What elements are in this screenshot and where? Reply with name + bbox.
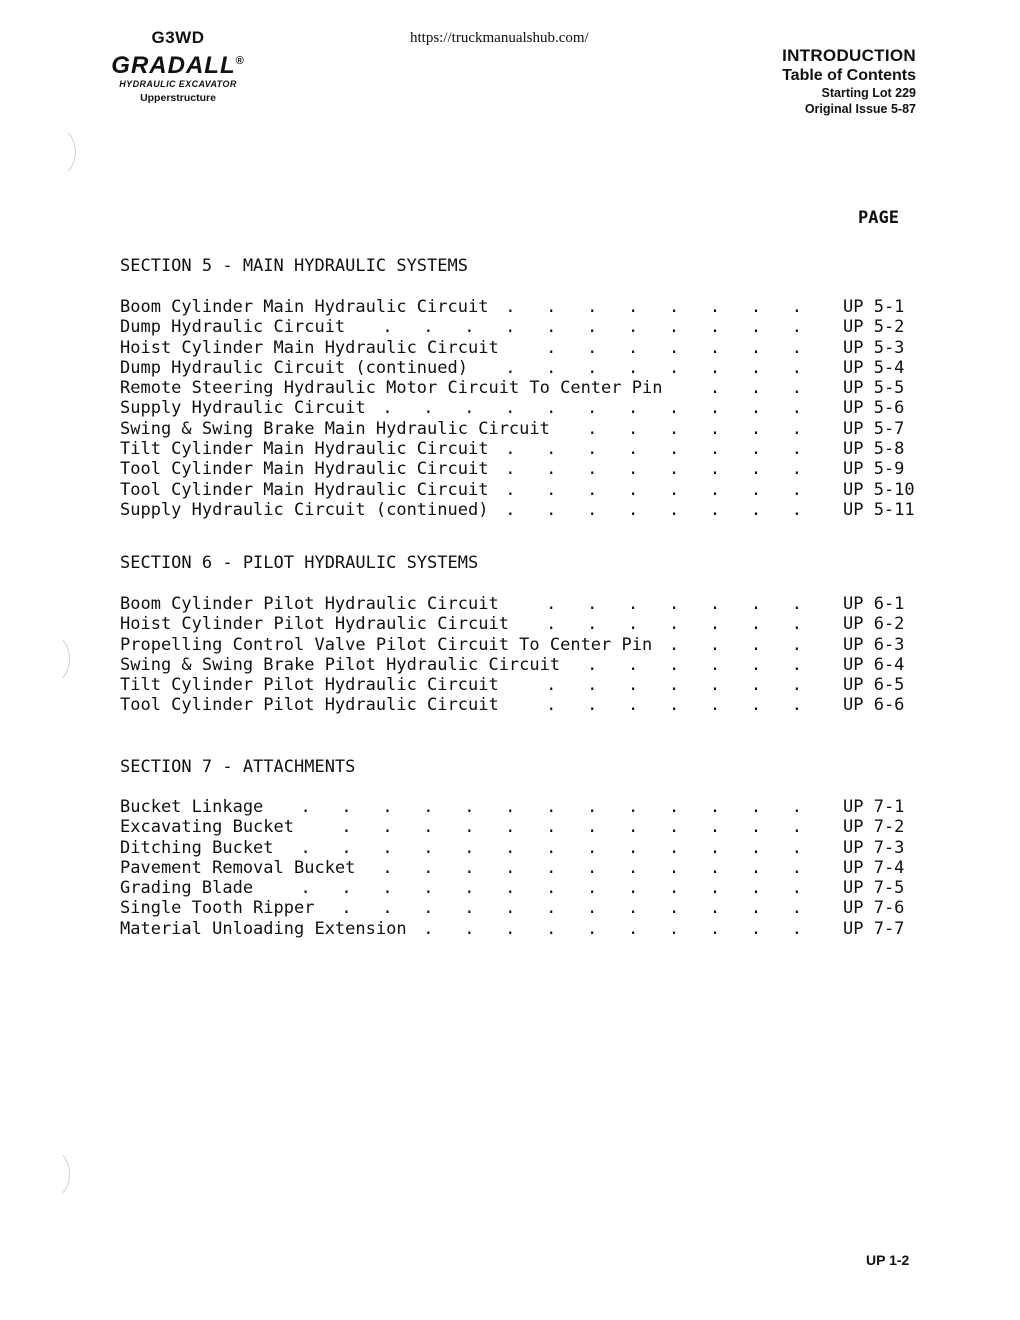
leader-dots: . . . . . . . .	[505, 357, 802, 378]
leader-dots: . . . . . . . .	[505, 499, 802, 520]
toc-entry-page: UP 7-1	[843, 797, 905, 817]
manual-section-name: Upperstructure	[140, 92, 216, 104]
toc-entry[interactable]	[120, 500, 920, 520]
toc-entry[interactable]	[120, 317, 920, 337]
section-heading: SECTION 5 - MAIN HYDRAULIC SYSTEMS	[120, 256, 468, 276]
chapter-title: INTRODUCTION	[782, 46, 916, 65]
page-number: UP 1-2	[866, 1252, 910, 1268]
toc-entry[interactable]	[120, 898, 920, 918]
starting-lot: Starting Lot 229	[821, 86, 916, 100]
toc-entry-title: Swing & Swing Brake Pilot Hydraulic Circuit	[120, 654, 561, 675]
toc-entry-title: Bucket Linkage	[120, 797, 264, 817]
section-heading: SECTION 7 - ATTACHMENTS	[120, 757, 356, 777]
toc-entry-page: UP 5-7	[843, 418, 905, 439]
source-url[interactable]: https://truckmanualshub.com/	[410, 30, 589, 46]
leader-dots: . . . . . . .	[546, 675, 802, 696]
toc-entry-page: UP 6-4	[843, 654, 905, 675]
toc-entry-page: UP 6-3	[843, 634, 905, 655]
leader-dots: . . . . . . . . . . .	[382, 317, 802, 338]
toc-entry[interactable]	[120, 459, 920, 479]
toc-entry-page: UP 5-4	[843, 357, 905, 378]
toc-entry-title: Tool Cylinder Main Hydraulic Circuit	[120, 459, 489, 480]
model-number: G3WD	[151, 28, 205, 47]
toc-entry[interactable]	[120, 480, 920, 500]
leader-dots: . . . . . . . . . . .	[382, 857, 802, 878]
toc-entry-title: Boom Cylinder Main Hydraulic Circuit	[120, 297, 489, 317]
toc-entry-page: UP 5-8	[843, 439, 905, 460]
toc-entry-page: UP 7-4	[843, 857, 905, 878]
issue-date: Original Issue 5-87	[804, 102, 916, 116]
toc-entry-title: Grading Blade	[120, 878, 254, 899]
page-column-heading: PAGE	[858, 208, 899, 228]
leader-dots: . . . . . . . . . .	[423, 918, 802, 939]
leader-dots: . . . . . . . .	[505, 479, 802, 500]
toc-entry-title: Excavating Bucket	[120, 817, 294, 838]
toc-entry-page: UP 6-2	[843, 614, 905, 635]
brand-subtitle: HYDRAULIC EXCAVATOR	[119, 79, 237, 89]
toc-entry-page: UP 5-10	[843, 479, 915, 500]
toc-entry-title: Propelling Control Valve Pilot Circuit To Center Pin	[120, 634, 653, 655]
toc-entry-page: UP 7-3	[843, 837, 905, 858]
toc-entry-title: Remote Steering Hydraulic Motor Circuit To Center Pin	[120, 378, 663, 399]
toc-entry-title: Tilt Cylinder Main Hydraulic Circuit	[120, 439, 489, 460]
toc-entry[interactable]	[120, 338, 920, 358]
registered-mark: ®	[235, 55, 245, 67]
leader-dots: . . . . . .	[587, 418, 802, 439]
leader-dots: . . . . . . . . . . . . .	[300, 878, 802, 899]
punch-hole-mark	[28, 633, 70, 685]
toc-entry-title: Tool Cylinder Pilot Hydraulic Circuit	[120, 695, 499, 716]
leader-dots: . . . . . . . . . . . .	[341, 817, 802, 838]
toc-entry-title: Ditching Bucket	[120, 837, 274, 858]
toc-entry-title: Pavement Removal Bucket	[120, 857, 356, 878]
toc-entry-page: UP 6-5	[843, 675, 905, 696]
toc-list	[120, 797, 920, 939]
toc-entry-title: Dump Hydraulic Circuit (continued)	[120, 357, 468, 378]
toc-entry-title: Tilt Cylinder Pilot Hydraulic Circuit	[120, 675, 499, 696]
toc-entry[interactable]	[120, 378, 920, 398]
leader-dots: . . . . . . . . . . . .	[341, 898, 802, 919]
toc-entry-title: Material Unloading Extension	[120, 918, 407, 939]
toc-entry[interactable]	[120, 675, 920, 695]
punch-hole-mark	[28, 1148, 70, 1200]
toc-entry-title: Supply Hydraulic Circuit	[120, 398, 366, 419]
brand-name: GRADALL	[111, 52, 236, 79]
toc-entry[interactable]	[120, 614, 920, 634]
toc-entry-page: UP 5-6	[843, 398, 905, 419]
toc-entry[interactable]	[120, 797, 920, 817]
header-left-block	[88, 28, 268, 104]
header-right-block	[782, 46, 916, 117]
toc-entry-title: Boom Cylinder Pilot Hydraulic Circuit	[120, 594, 499, 614]
leader-dots: . . . . . . .	[546, 614, 802, 635]
toc-entry-page: UP 5-1	[843, 297, 905, 317]
toc-entry[interactable]	[120, 919, 920, 939]
toc-entry[interactable]	[120, 635, 920, 655]
brand-logo	[88, 49, 268, 78]
toc-entry-page: UP 7-6	[843, 898, 905, 919]
toc-entry[interactable]	[120, 358, 920, 378]
leader-dots: . . . . . .	[587, 654, 802, 675]
toc-entry[interactable]	[120, 419, 920, 439]
punch-hole-mark	[28, 125, 76, 179]
toc-entry[interactable]	[120, 878, 920, 898]
toc-entry[interactable]	[120, 838, 920, 858]
toc-entry[interactable]	[120, 398, 920, 418]
toc-entry-page: UP 5-3	[843, 337, 905, 358]
leader-dots: . . . . . . . .	[505, 459, 802, 480]
toc-entry-title: Hoist Cylinder Pilot Hydraulic Circuit	[120, 614, 509, 635]
section-heading: SECTION 6 - PILOT HYDRAULIC SYSTEMS	[120, 553, 479, 573]
leader-dots: . . . . . . .	[546, 337, 802, 358]
page-title: Table of Contents	[782, 67, 916, 84]
toc-entry-title: Swing & Swing Brake Main Hydraulic Circuit	[120, 418, 550, 439]
leader-dots: . . . . . . .	[546, 594, 802, 614]
toc-entry-title: Tool Cylinder Main Hydraulic Circuit	[120, 479, 489, 500]
toc-entry-page: UP 5-5	[843, 378, 905, 399]
toc-entry[interactable]	[120, 655, 920, 675]
leader-dots: . . . . . . . .	[505, 439, 802, 460]
toc-entry-page: UP 7-7	[843, 918, 905, 939]
toc-entry[interactable]	[120, 439, 920, 459]
toc-entry-title: Hoist Cylinder Main Hydraulic Circuit	[120, 337, 499, 358]
toc-entry-title: Supply Hydraulic Circuit (continued)	[120, 499, 489, 520]
toc-entry[interactable]	[120, 858, 920, 878]
leader-dots: . . . . . . . . . . . . .	[300, 837, 802, 858]
toc-entry-page: UP 5-2	[843, 317, 905, 338]
toc-entry-page: UP 6-1	[843, 594, 905, 614]
toc-entry[interactable]	[120, 594, 920, 614]
toc-entry[interactable]	[120, 297, 920, 317]
toc-entry-page: UP 5-11	[843, 499, 915, 520]
leader-dots: . . . .	[668, 634, 802, 655]
toc-list	[120, 297, 920, 520]
leader-dots: . . . . . . . .	[505, 297, 802, 317]
toc-entry[interactable]	[120, 817, 920, 837]
toc-entry-title: Single Tooth Ripper	[120, 898, 315, 919]
leader-dots: . . .	[709, 378, 802, 399]
leader-dots: . . . . . . . . . . . . .	[300, 797, 802, 817]
toc-entry-page: UP 5-9	[843, 459, 905, 480]
toc-list	[120, 594, 920, 716]
toc-entry-page: UP 6-6	[843, 695, 905, 716]
toc-entry-title: Dump Hydraulic Circuit	[120, 317, 346, 338]
toc-entry-page: UP 7-2	[843, 817, 905, 838]
leader-dots: . . . . . . .	[546, 695, 802, 716]
toc-entry[interactable]	[120, 695, 920, 715]
leader-dots: . . . . . . . . . . .	[382, 398, 802, 419]
toc-entry-page: UP 7-5	[843, 878, 905, 899]
